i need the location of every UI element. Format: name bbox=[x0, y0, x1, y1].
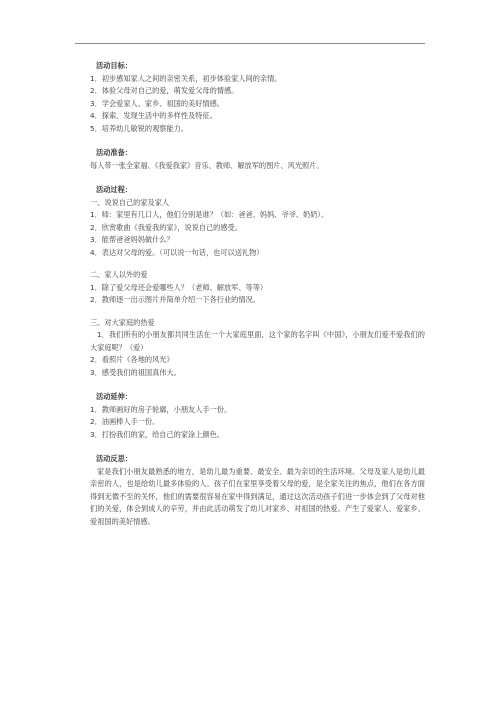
process-heading: 活动过程： bbox=[96, 185, 132, 194]
goal-item: 3．学会爱家人、家乡、祖国的美好情感。 bbox=[90, 98, 224, 108]
reflection-paragraph: 家是我们小朋友最熟悉的地方，是幼儿最为重要、最安全、最为亲切的生活环境。父母及家人是幼儿最亲密的人，也是给幼儿最多体验的人。孩子们在家里享受着父母的爱，是全家关注的焦点，他们在各方面得到无微不至的关怀，他们的需要很容易在家中得到满足，通过这次活动孩子们进一步体会到了父母对他们的关爱，体会到成人的辛劳，并由此活动萌发了幼儿对家乡、对祖国的热爱。产生了爱家人、爱家乡、爱祖国的美好情感。 bbox=[90, 466, 425, 526]
process-item: 2．看照片《各地的风光》 bbox=[90, 355, 174, 364]
goal-item: 1．初步感知家人之间的亲密关系，初步体验家人间的亲情。 bbox=[90, 73, 282, 83]
reflection-section bbox=[90, 453, 425, 528]
process-item: 1．除了爱父母还会爱哪些人？（老师、解放军、等等） bbox=[90, 282, 268, 292]
prep-section bbox=[90, 147, 425, 172]
spacer bbox=[90, 307, 425, 317]
process-item: 1．师：家里有几口人，他们分别是谁？（如：爸爸、妈妈、爷爷、奶奶）。 bbox=[90, 210, 329, 219]
extension-section bbox=[90, 391, 425, 441]
process-item: 2．欣赏歌曲《我爱我的家》，说说自己的感受。 bbox=[90, 222, 242, 232]
process-section bbox=[90, 184, 425, 379]
process-part1-title: 一、说说自己的家及家人 bbox=[90, 197, 170, 207]
lesson-plan-document bbox=[90, 60, 425, 540]
goals-section bbox=[90, 60, 425, 135]
prep-heading: 活动准备： bbox=[96, 148, 132, 157]
header-rule bbox=[75, 43, 425, 44]
reflection-heading: 活动反思： bbox=[96, 454, 132, 463]
process-part2-title: 二、家人以外的爱 bbox=[90, 270, 148, 279]
extension-item: 1．教师画好的房子轮廓，小朋友人手一份。 bbox=[90, 404, 232, 414]
extension-heading: 活动延伸： bbox=[96, 392, 132, 401]
process-item: 2．教师逐一出示图片并简单介绍一下各行业的情况。 bbox=[90, 295, 260, 304]
process-item: 4．表达对父母的爱。（可以说一句话，也可以送礼物） bbox=[90, 247, 264, 257]
process-item: 3．能帮爸爸妈妈做什么？ bbox=[90, 235, 174, 244]
process-paragraph: 1．我们所有的小朋友都共同生活在一个大家庭里面，这个家的名字叫《中国》，小朋友们爱不爱我们的大家庭呢？（爱） bbox=[90, 330, 425, 352]
goal-item: 2．体验父母对自己的爱，萌发爱父母的情感。 bbox=[90, 86, 239, 95]
process-item: 3．感受我们的祖国真伟大。 bbox=[90, 367, 181, 377]
spacer bbox=[90, 259, 425, 269]
extension-item: 2．油画棒人手一份。 bbox=[90, 417, 160, 426]
extension-item: 3．打扮我们的家，给自己的家涂上颜色。 bbox=[90, 429, 224, 439]
prep-text: 每人带一张全家福、《我爱我家》音乐、教师、解放军的图片、风光照片。 bbox=[90, 160, 324, 170]
goal-item: 4．探索、发现生活中的多样性及特征。 bbox=[90, 111, 217, 120]
process-part3-title: 三、对大家庭的热爱 bbox=[90, 317, 155, 327]
goals-heading: 活动目标： bbox=[96, 61, 132, 70]
goal-item: 5．培养幼儿敏锐的观察能力。 bbox=[90, 123, 189, 133]
